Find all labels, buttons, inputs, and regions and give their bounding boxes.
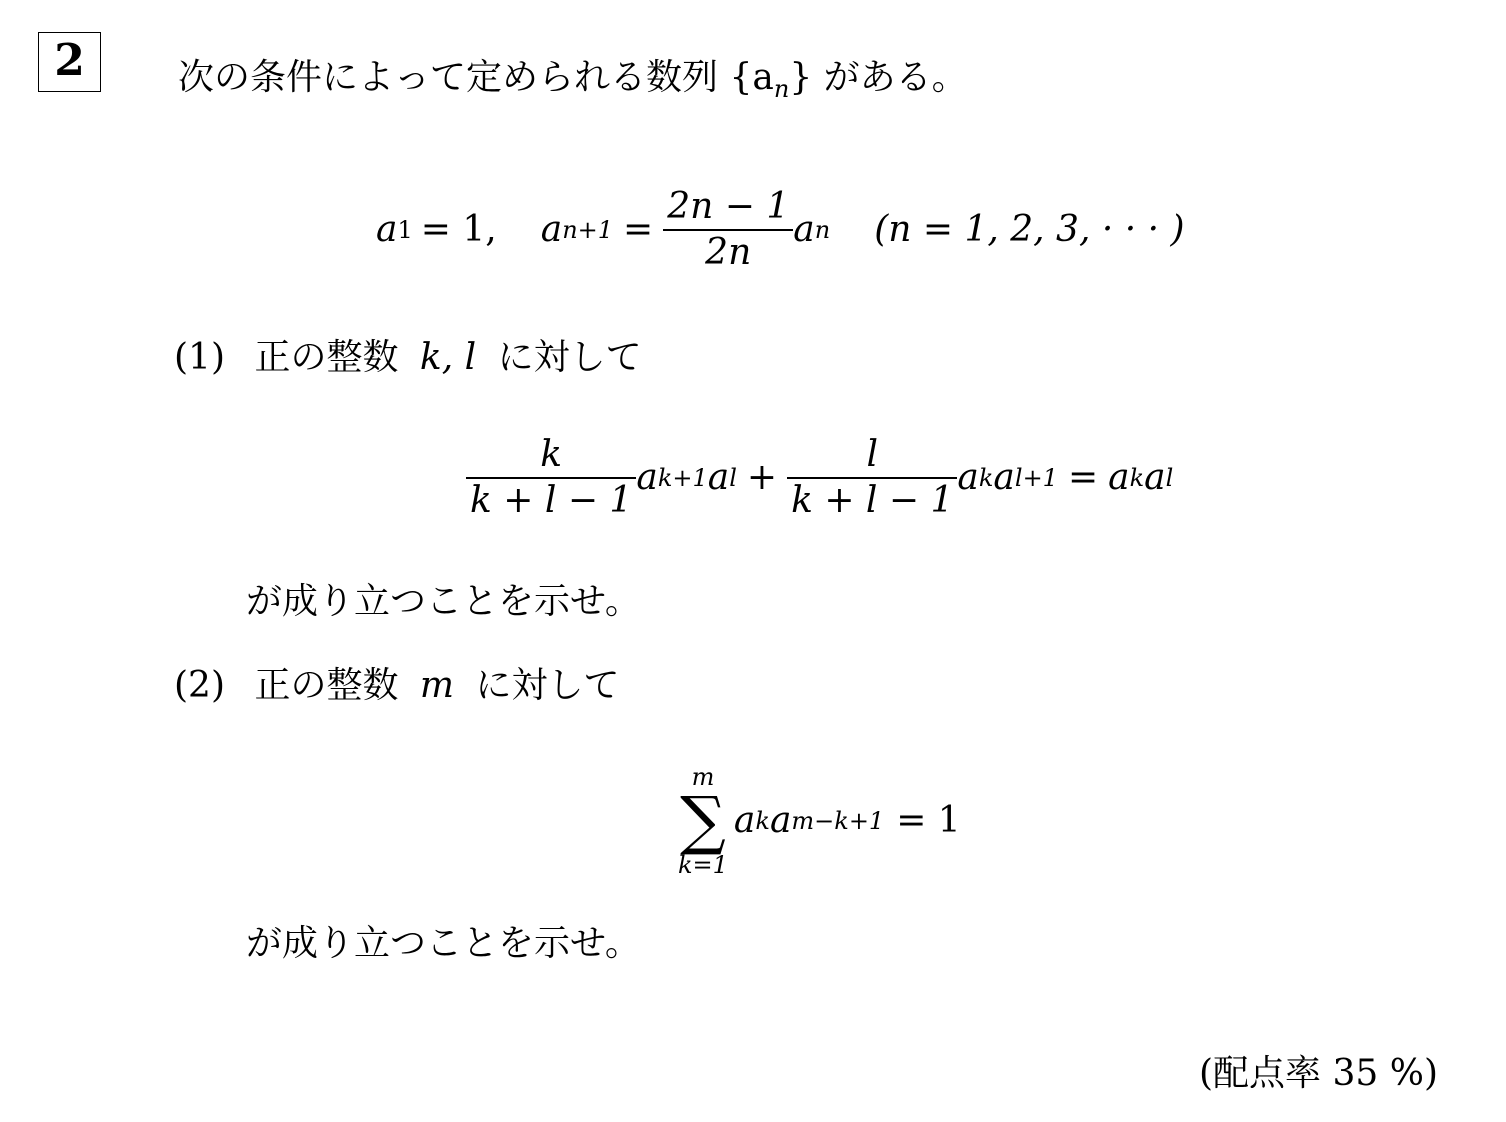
rhs-symbol: a (793, 209, 815, 250)
sum-lower-limit: k=1 (678, 851, 728, 879)
part2-text-before: 正の整数 (254, 665, 399, 706)
part1-equation: $\frac{k}{k + l - 1}$ a k+1 a l + $\frac{l}{k + l - 1}$ a k a l+1 = a k a l (466, 428, 1173, 528)
sigma-symbol: ∑ (680, 784, 726, 858)
sum-rhs: = 1 (896, 800, 961, 841)
part2-text-after: に対して (475, 665, 620, 706)
summation (678, 765, 728, 877)
fraction-2-bar (787, 477, 957, 479)
term-a-k1: a (636, 457, 658, 498)
part1-vars: k, l (419, 337, 477, 378)
recurrence-condition: (n = 1, 2, 3, · · · ) (874, 209, 1185, 250)
fraction-denominator: 2n (705, 232, 752, 273)
term-rhs: a (1108, 457, 1130, 498)
fraction-2-numerator: l (866, 434, 878, 475)
fraction-1-numerator: k (540, 434, 563, 475)
problem-intro (178, 57, 968, 104)
part1-label: (1) (174, 337, 225, 378)
intro-sequence: $\{a_n\}$ (729, 57, 813, 104)
part2-vars: m (419, 665, 455, 706)
part2-heading (174, 665, 620, 706)
part1-fraction-1 (466, 434, 636, 521)
part1-fraction-2 (787, 434, 957, 521)
part2-label: (2) (174, 665, 225, 706)
equals-sign-2: = (1067, 457, 1099, 498)
term-a-k: a (957, 457, 979, 498)
part1-conclusion: が成り立つことを示せ。 (246, 581, 641, 622)
fraction-1-bar (466, 477, 636, 479)
score-note: (配点率 35 %) (1199, 1053, 1438, 1094)
sum-body-a: a (733, 800, 756, 841)
fraction-bar (663, 229, 793, 231)
part1-text-before: 正の整数 (254, 337, 399, 378)
part2-conclusion: が成り立つことを示せ。 (246, 923, 641, 964)
fraction-numerator: 2n − 1 (667, 186, 790, 227)
lhs-symbol: a (540, 209, 563, 250)
part2-equation: m ∑ k=1 a k a m−k+1 = 1 (678, 763, 961, 879)
recurrence-fraction (663, 186, 793, 273)
equals-sign: = (623, 209, 654, 250)
intro-text: 次の条件によって定められる数列 (178, 57, 719, 98)
sum-upper-limit: m (691, 763, 715, 791)
fraction-2-denominator: k + l − 1 (791, 480, 954, 521)
problem-number-box: 2 (38, 32, 101, 92)
plus-sign: + (746, 457, 778, 498)
recurrence-formula: a 1 = 1, a n+1 = $\frac{2n - 1}{2n}$ a n (n = 1, 2, 3, · · · ) (376, 186, 1185, 273)
part1-text-after: に対して (497, 337, 642, 378)
part1-heading (174, 337, 642, 378)
intro-suffix: がある。 (823, 57, 968, 98)
a1-value: = 1, (420, 209, 497, 250)
a1-symbol: a (376, 209, 398, 250)
fraction-1-denominator: k + l − 1 (470, 480, 633, 521)
